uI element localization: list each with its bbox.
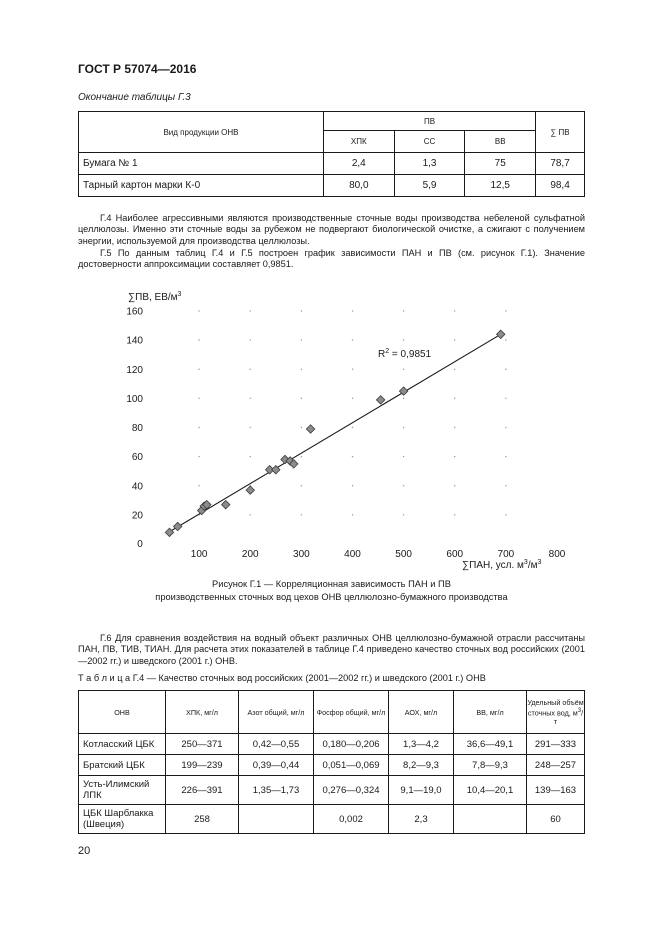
- col-pv-header: ПВ: [323, 112, 535, 131]
- grid-dot: [250, 514, 251, 515]
- table-continuation-caption: Окончание таблицы Г.3: [78, 92, 191, 103]
- cell: 2,3: [389, 805, 454, 834]
- x-tick-label: 800: [548, 549, 566, 560]
- cell: 0,39—0,44: [239, 755, 314, 776]
- cell: 75: [465, 153, 536, 175]
- grid-dot: [454, 514, 455, 515]
- col-header: АОХ, мг/л: [389, 691, 454, 734]
- row-name: Усть-Илимский ЛПК: [79, 776, 166, 805]
- row-name: Братский ЦБК: [79, 755, 166, 776]
- row-name: ЦБК Шарблакка (Швеция): [79, 805, 166, 834]
- document-header: ГОСТ Р 57074—2016: [78, 62, 197, 76]
- cell: 0,051—0,069: [314, 755, 389, 776]
- col-header: ВВ, мг/л: [454, 691, 527, 734]
- table-row: [79, 175, 585, 197]
- grid-dot: [505, 339, 506, 340]
- y-tick-label: 60: [131, 452, 143, 464]
- col-header: Фосфор общий, мг/л: [314, 691, 389, 734]
- grid-dot: [250, 310, 251, 311]
- grid-dot: [505, 514, 506, 515]
- grid-dot: [301, 485, 302, 486]
- x-tick-label: 0: [137, 539, 143, 550]
- grid-dot: [505, 369, 506, 370]
- x-tick-label: 600: [446, 549, 464, 560]
- row-name: Тарный картон марки К-0: [79, 175, 324, 197]
- paragraph-g6: Г.6 Для сравнения воздействия на водный объект различных ОНВ целлюлозно-бумажной отрасли рассчитаны ПАН, ПВ, ТИВ, ТИАН. Для расчета этих показателей в таблице Г.4 приведено качество сточных вод российских (2001—2002 гг.) и шведского (2001 г.) ОНВ.: [78, 633, 585, 666]
- figure-caption: [78, 578, 585, 604]
- grid-dot: [454, 485, 455, 486]
- grid-dot: [403, 369, 404, 370]
- cell: 199—239: [166, 755, 239, 776]
- grid-dot: [352, 369, 353, 370]
- cell: 1,3—4,2: [389, 734, 454, 755]
- x-tick-label: 100: [190, 549, 208, 560]
- grid-dot: [352, 485, 353, 486]
- cell: 0,276—0,324: [314, 776, 389, 805]
- cell: 60: [527, 805, 585, 834]
- cell: 36,6—49,1: [454, 734, 527, 755]
- cell: 80,0: [323, 175, 394, 197]
- grid-dot: [505, 398, 506, 399]
- trendline: [168, 334, 500, 532]
- table-row: [79, 755, 585, 776]
- data-point: [376, 396, 384, 404]
- col-header: Азот общий, мг/л: [239, 691, 314, 734]
- cell: 250—371: [166, 734, 239, 755]
- grid-dot: [301, 369, 302, 370]
- grid-dot: [403, 310, 404, 311]
- grid-dot: [301, 514, 302, 515]
- data-point: [173, 522, 181, 530]
- x-axis-label: ∑ПАН, усл. $м^3/м^3$: [462, 559, 542, 571]
- grid-dot: [403, 339, 404, 340]
- table-g3: [78, 111, 585, 197]
- grid-dot: [250, 398, 251, 399]
- data-point: [497, 330, 505, 338]
- cell: 9,1—19,0: [389, 776, 454, 805]
- grid-dot: [403, 514, 404, 515]
- y-tick-label: 100: [126, 393, 143, 405]
- cell: 139—163: [527, 776, 585, 805]
- grid-dot: [454, 339, 455, 340]
- grid-dot: [454, 369, 455, 370]
- r-squared-annotation: $R^2 = 0,9851$: [378, 348, 432, 360]
- grid-dot: [352, 310, 353, 311]
- grid-dot: [198, 310, 199, 311]
- y-tick-label: 40: [131, 481, 143, 493]
- figure-caption-line: Рисунок Г.1 — Корреляционная зависимость ПАН и ПВ: [212, 579, 451, 589]
- grid-dot: [505, 310, 506, 311]
- figure-caption-line: производственных сточных вод цехов ОНВ целлюлозно-бумажного производства: [155, 592, 508, 602]
- y-tick-label: 160: [126, 306, 143, 318]
- x-tick-label: 400: [344, 549, 361, 560]
- cell: 1,35—1,73: [239, 776, 314, 805]
- grid-dot: [454, 310, 455, 311]
- sub-header: ХПК: [323, 131, 394, 153]
- cell: 291—333: [527, 734, 585, 755]
- cell: 8,2—9,3: [389, 755, 454, 776]
- table-row: [79, 153, 585, 175]
- x-tick-label: 700: [497, 549, 515, 560]
- grid-dot: [198, 369, 199, 370]
- grid-dot: [403, 398, 404, 399]
- y-tick-label: 20: [131, 510, 143, 522]
- grid-dot: [352, 339, 353, 340]
- table-row: [79, 734, 585, 755]
- correlation-chart: [0, 280, 661, 580]
- cell: 78,7: [536, 153, 585, 175]
- grid-dot: [250, 339, 251, 340]
- cell: 1,3: [394, 153, 465, 175]
- x-tick-label: 500: [395, 549, 412, 560]
- x-tick-label: 300: [293, 549, 310, 560]
- x-tick-label: 200: [241, 549, 259, 560]
- grid-dot: [198, 427, 199, 428]
- grid-dot: [301, 456, 302, 457]
- grid-dot: [403, 456, 404, 457]
- col-header: ОНВ: [79, 691, 166, 734]
- grid-dot: [454, 398, 455, 399]
- grid-dot: [352, 398, 353, 399]
- grid-dot: [505, 485, 506, 486]
- col-header: ХПК, мг/л: [166, 691, 239, 734]
- cell: 258: [166, 805, 239, 834]
- page-number: 20: [78, 845, 91, 857]
- grid-dot: [454, 456, 455, 457]
- cell: 0,002: [314, 805, 389, 834]
- grid-dot: [301, 427, 302, 428]
- cell: 5,9: [394, 175, 465, 197]
- grid-dot: [352, 456, 353, 457]
- cell: 226—391: [166, 776, 239, 805]
- paragraph-g4: Г.4 Наиболее агрессивными являются производственные сточные воды производства небеленой сульфатной целлюлозы. Именно эти сточные воды за рубежом не подвергают биологической очистке, а сжигают с получением энергии, используемой для производства целлюлозы.: [78, 213, 585, 246]
- table-g4-caption: Т а б л и ц а Г.4 — Качество сточных вод российских (2001—2002 гг.) и шведского (2001 г.) ОНВ: [78, 673, 486, 683]
- cell: 10,4—20,1: [454, 776, 527, 805]
- table-g4: [78, 690, 585, 834]
- grid-dot: [301, 339, 302, 340]
- cell: 248—257: [527, 755, 585, 776]
- col-product-header: Вид продукции ОНВ: [79, 112, 324, 153]
- grid-dot: [403, 427, 404, 428]
- data-point: [246, 486, 254, 494]
- cell: 2,4: [323, 153, 394, 175]
- grid-dot: [198, 456, 199, 457]
- grid-dot: [301, 310, 302, 311]
- cell: 0,180—0,206: [314, 734, 389, 755]
- grid-dot: [250, 427, 251, 428]
- grid-dot: [198, 398, 199, 399]
- row-name: Бумага № 1: [79, 153, 324, 175]
- cell: [454, 805, 527, 834]
- y-axis-label: ∑ПВ, $ЕВ/м^3$: [128, 291, 182, 303]
- data-point: [222, 500, 230, 508]
- grid-dot: [250, 369, 251, 370]
- cell: 98,4: [536, 175, 585, 197]
- grid-dot: [198, 339, 199, 340]
- grid-dot: [198, 485, 199, 486]
- grid-dot: [352, 514, 353, 515]
- table-row: [79, 805, 585, 834]
- grid-dot: [352, 427, 353, 428]
- paragraph-g5: Г.5 По данным таблиц Г.4 и Г.5 построен график зависимости ПАН и ПВ (см. рисунок Г.1). Значение достоверности аппроксимации составляет 0,9851.: [78, 248, 585, 270]
- y-tick-label: 120: [126, 364, 143, 376]
- y-tick-label: 80: [131, 423, 143, 434]
- y-tick-label: 140: [126, 335, 143, 347]
- grid-dot: [301, 398, 302, 399]
- cell: 7,8—9,3: [454, 755, 527, 776]
- cell: [239, 805, 314, 834]
- grid-dot: [250, 456, 251, 457]
- col-sum-header: ∑ ПВ: [536, 112, 585, 153]
- grid-dot: [505, 456, 506, 457]
- row-name: Котласский ЦБК: [79, 734, 166, 755]
- cell: 0,42—0,55: [239, 734, 314, 755]
- sub-header: СС: [394, 131, 465, 153]
- grid-dot: [454, 427, 455, 428]
- col-header: Удельный объём сточных вод, $м^3/т$: [527, 691, 585, 734]
- grid-dot: [505, 427, 506, 428]
- data-point: [306, 425, 314, 433]
- cell: 12,5: [465, 175, 536, 197]
- table-row: [79, 776, 585, 805]
- sub-header: ВВ: [465, 131, 536, 153]
- grid-dot: [403, 485, 404, 486]
